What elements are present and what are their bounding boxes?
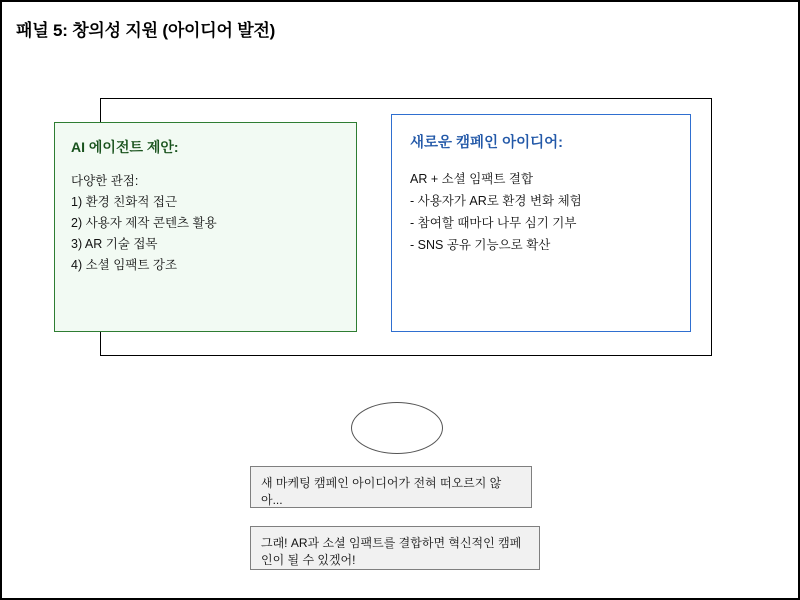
idea-box-title: 새로운 캠페인 아이디어: <box>410 135 563 151</box>
agent-box-title: AI 에이전트 제안: <box>71 139 179 155</box>
speech-bubble: 새 마케팅 캠페인 아이디어가 전혀 떠오르지 않아... <box>250 466 532 508</box>
agent-box-line: 1) 환경 친화적 접근 <box>71 195 178 209</box>
page-title: 패널 5: 창의성 지원 (아이디어 발전) <box>16 21 276 40</box>
agent-box-line: 3) AR 기술 접목 <box>71 237 158 251</box>
idea-box-line: - 사용자가 AR로 환경 변화 체험 <box>410 194 582 208</box>
ai-agent-suggestion-box <box>54 122 357 332</box>
idea-box-line: - 참여할 때마다 나무 심기 기부 <box>410 216 577 230</box>
agent-box-line: 다양한 관점: <box>71 174 139 188</box>
idea-box-line: AR + 소셜 임팩트 결합 <box>410 172 534 186</box>
person-head-icon <box>351 402 443 454</box>
new-campaign-idea-box <box>391 114 691 332</box>
idea-box-line: - SNS 공유 기능으로 확산 <box>410 238 551 252</box>
agent-box-line: 4) 소셜 임팩트 강조 <box>71 258 178 272</box>
agent-box-line: 2) 사용자 제작 콘텐츠 활용 <box>71 216 217 230</box>
speech-bubble: 그래! AR과 소셜 임팩트를 결합하면 혁신적인 캠페인이 될 수 있겠어! <box>250 526 540 570</box>
